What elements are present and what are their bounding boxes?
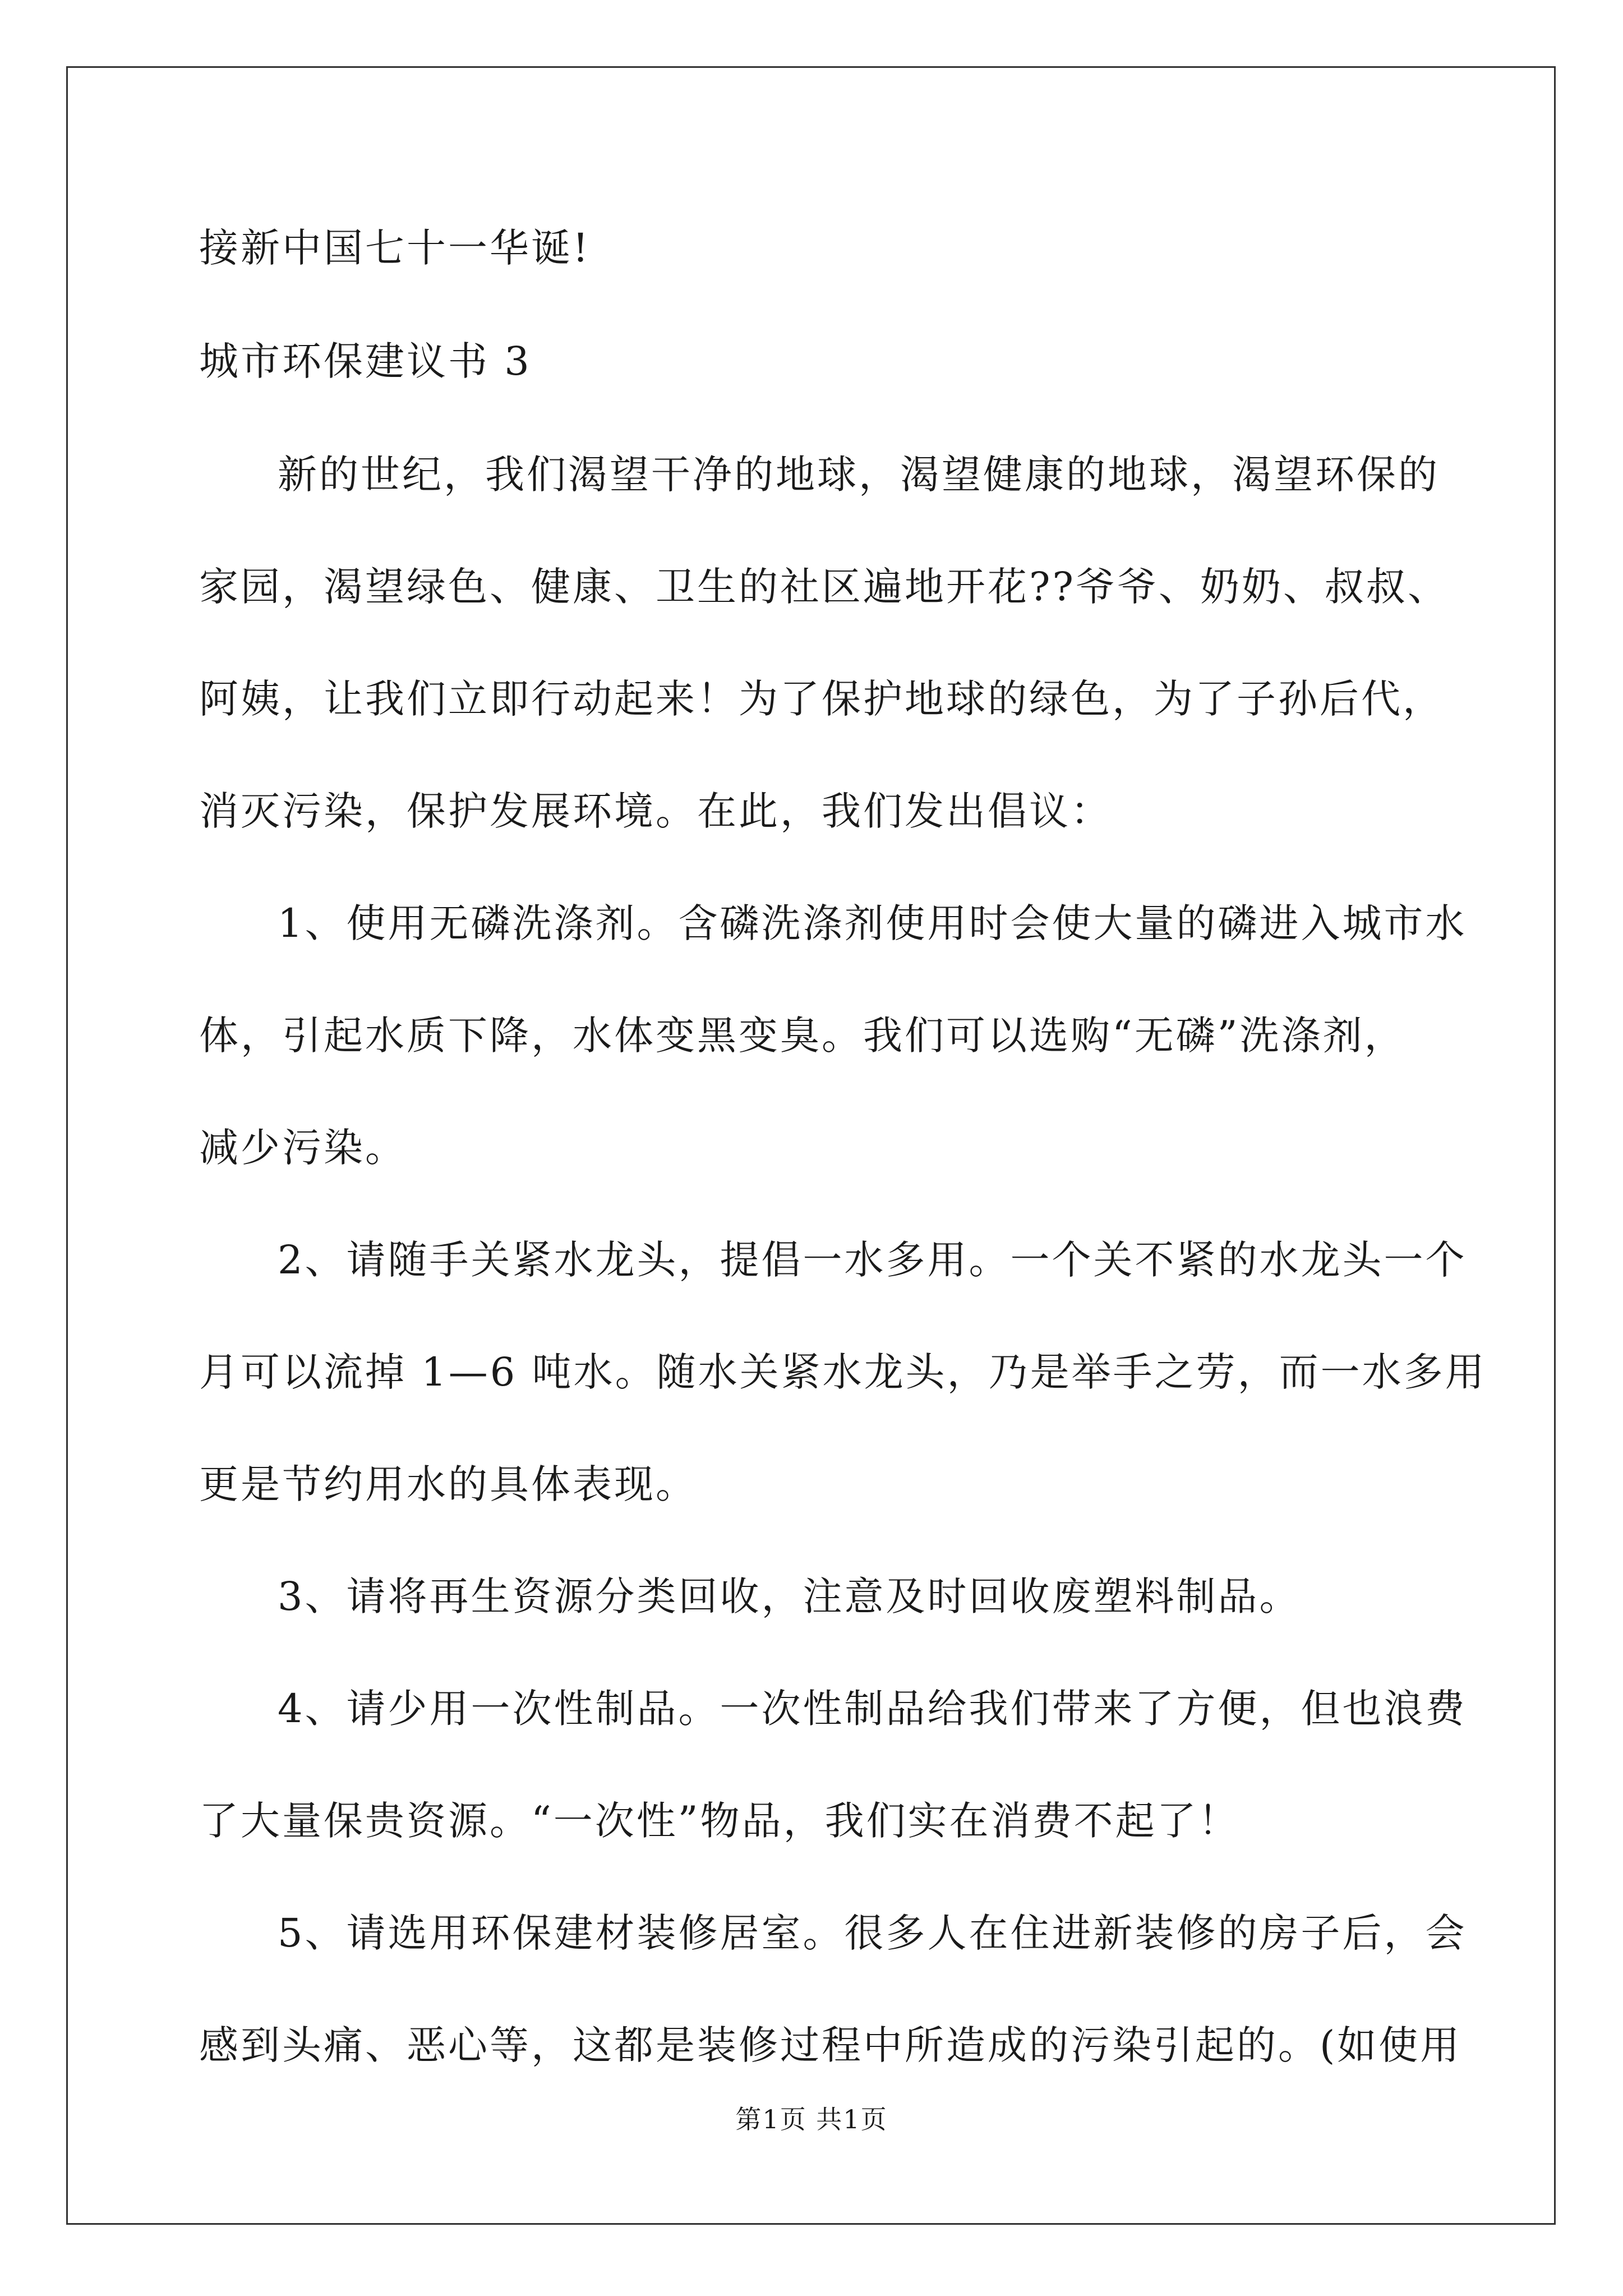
text-line: 接新中国七十一华诞!	[199, 225, 591, 271]
text-line: 月可以流掉 1—6 吨水。随水关紧水龙头，乃是举手之劳，而一水多用	[199, 1349, 1487, 1395]
text-line: 5、请选用环保建材装修居室。很多人在住进新装修的房子后，会	[278, 1910, 1467, 1956]
text-line: 3、请将再生资源分类回收，注意及时回收废塑料制品。	[278, 1573, 1301, 1619]
text-line: 体，引起水质下降，水体变黑变臭。我们可以选购“无磷”洗涤剂，	[199, 1013, 1406, 1059]
text-line: 1、使用无磷洗涤剂。含磷洗涤剂使用时会使大量的磷进入城市水	[278, 900, 1467, 946]
section-title: 城市环保建议书 3	[199, 338, 532, 384]
text-line: 家园，渴望绿色、健康、卫生的社区遍地开花??爷爷、奶奶、叔叔、	[199, 564, 1450, 610]
text-line: 更是节约用水的具体表现。	[199, 1461, 697, 1507]
text-line: 了大量保贵资源。“一次性”物品，我们实在消费不起了！	[199, 1798, 1240, 1844]
text-line: 消灭污染，保护发展环境。在此，我们发出倡议：	[199, 788, 1112, 834]
text-line: 4、请少用一次性制品。一次性制品给我们带来了方便，但也浪费	[278, 1686, 1467, 1732]
text-line: 减少污染。	[199, 1125, 407, 1171]
text-line: 新的世纪，我们渴望干净的地球，渴望健康的地球，渴望环保的	[278, 452, 1440, 498]
page-footer: 第1页 共1页	[735, 2104, 888, 2134]
document-body	[199, 220, 1487, 2129]
text-line: 感到头痛、恶心等，这都是装修过程中所造成的污染引起的。(如使用	[199, 2022, 1462, 2068]
text-line: 2、请随手关紧水龙头，提倡一水多用。一个关不紧的水龙头一个	[278, 1237, 1467, 1283]
text-line: 阿姨，让我们立即行动起来！为了保护地球的绿色，为了子孙后代，	[199, 676, 1444, 722]
